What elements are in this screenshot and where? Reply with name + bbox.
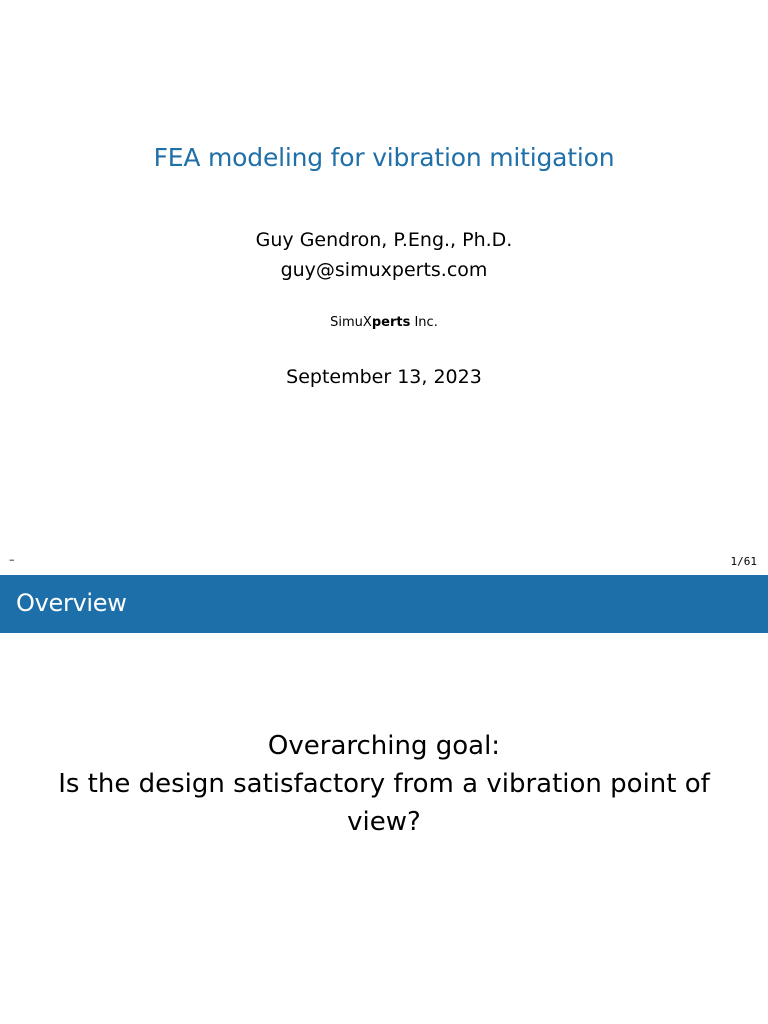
presentation-title: FEA modeling for vibration mitigation [153, 143, 615, 172]
frame-title-bar [0, 575, 768, 633]
institute-bold: perts [371, 315, 411, 330]
frame-title: Overview [16, 589, 127, 617]
presentation-date: September 13, 2023 [286, 366, 482, 388]
institute-prefix: SimuX [330, 315, 372, 330]
goal-line-2: view? [347, 807, 421, 837]
goal-line-1: Is the design satisfactory from a vibration point of [58, 769, 710, 799]
author-email: guy@simuxperts.com [280, 259, 488, 281]
goal-statement [0, 727, 768, 841]
goal-heading: Overarching goal: [267, 731, 501, 761]
footer-left-dash: – [9, 553, 15, 566]
institute-name [0, 315, 768, 330]
institute-suffix: Inc. [410, 315, 438, 330]
page-number: 1/61 [730, 555, 757, 568]
author-name: Guy Gendron, P.Eng., Ph.D. [255, 229, 513, 251]
overview-slide [0, 575, 768, 1024]
